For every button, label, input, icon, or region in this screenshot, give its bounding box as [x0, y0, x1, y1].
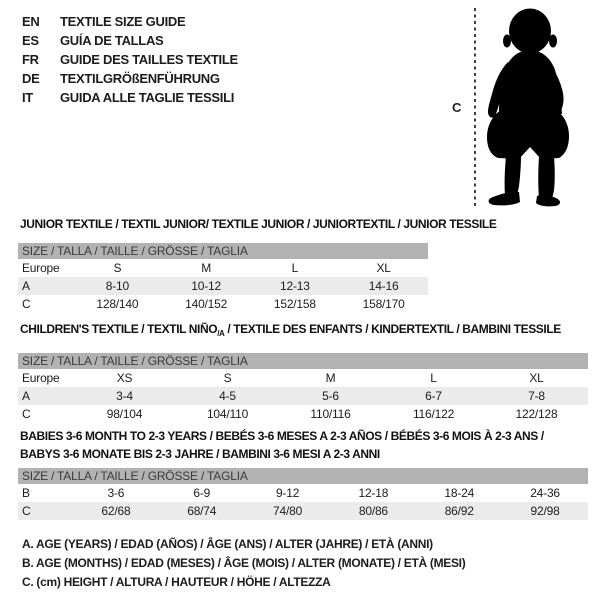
row-label: A [22, 389, 30, 403]
row-label: C [22, 297, 31, 311]
age-cell: 6-9 [193, 486, 211, 500]
row-label: A [22, 279, 30, 293]
title-sub-part: /A [217, 329, 225, 338]
size-cell: S [223, 371, 232, 385]
babies-table-title [20, 427, 544, 463]
lang-row-fr [22, 50, 238, 69]
size-cell: XL [529, 371, 544, 385]
age-cell: 10-12 [191, 279, 221, 293]
height-c-label: C [452, 100, 462, 115]
title-line-1: BABIES 3-6 MONTH TO 2-3 YEARS / BEBÉS 3-6 MESES A 2-3 AÑOS / BÉBÉS 3-6 MOIS À 2-3 ANS / [20, 429, 544, 443]
height-cell: 152/158 [273, 297, 316, 311]
height-cell: 62/68 [101, 504, 131, 518]
age-cell: 3-4 [116, 389, 133, 403]
title-part: / TEXTILE DES ENFANTS / KINDERTEXTIL / BAMBINI TESSILE [224, 322, 561, 336]
lang-code: FR [22, 52, 39, 67]
language-header [22, 12, 238, 107]
table-row-height [18, 405, 588, 423]
size-header-bar: SIZE / TALLA / TAILLE / GRÖSSE / TAGLIA [18, 468, 588, 484]
legend-line-a: A. AGE (YEARS) / EDAD (AÑOS) / ÂGE (ANS) / ALTER (JAHRE) / ETÀ (ANNI) [22, 537, 433, 551]
table-row-height [18, 502, 588, 520]
row-label: C [22, 504, 31, 518]
size-cell: XL [376, 261, 391, 275]
babies-size-table [18, 468, 588, 520]
age-cell: 12-18 [358, 486, 389, 500]
age-cell: 24-36 [530, 486, 560, 500]
legend [22, 537, 465, 594]
size-header-bar: SIZE / TALLA / TAILLE / GRÖSSE / TAGLIA [18, 243, 428, 259]
size-cell: M [201, 261, 212, 275]
height-cell: 158/170 [362, 297, 405, 311]
lang-code: DE [22, 71, 40, 86]
height-cell: 104/110 [206, 407, 249, 421]
height-cell: 110/116 [310, 407, 351, 421]
table-row-europe [18, 259, 428, 277]
age-cell: 6-7 [425, 389, 442, 403]
lang-row-en [22, 12, 238, 31]
lang-row-es [22, 31, 238, 50]
title-part: CHILDREN'S TEXTILE / TEXTIL NIÑO [20, 322, 218, 336]
size-header-bar: SIZE / TALLA / TAILLE / GRÖSSE / TAGLIA [18, 353, 588, 369]
age-cell: 3-6 [107, 486, 125, 500]
lang-row-it [22, 88, 238, 107]
junior-table-title: JUNIOR TEXTILE / TEXTIL JUNIOR/ TEXTILE JUNIOR / JUNIORTEXTIL / JUNIOR TESSILE [20, 217, 497, 231]
size-cell: L [430, 371, 437, 385]
height-cell: 116/122 [412, 407, 455, 421]
height-cell: 80/86 [358, 504, 388, 518]
lang-title: TEXTILGRÖßENFÜHRUNG [60, 71, 220, 86]
table-row-age [18, 387, 588, 405]
legend-line-b: B. AGE (MONTHS) / EDAD (MESES) / ÂGE (MOIS) / ALTER (MONATE) / ETÀ (MESI) [22, 556, 466, 570]
junior-size-table [18, 243, 428, 313]
size-cell: S [113, 261, 122, 275]
height-measure-dashed-line [474, 8, 476, 208]
age-cell: 4-5 [219, 389, 236, 403]
row-label: Europe [22, 371, 60, 385]
size-cell: M [325, 371, 336, 385]
children-table-title [20, 322, 561, 338]
children-size-table [18, 353, 588, 423]
lang-title: GUÍA DE TALLAS [60, 33, 164, 48]
lang-code: IT [22, 90, 33, 105]
size-cell: L [291, 261, 299, 275]
lang-title: GUIDE DES TAILLES TEXTILE [60, 52, 238, 67]
age-cell: 12-13 [280, 279, 310, 293]
legend-line-c: C. (cm) HEIGHT / ALTURA / HAUTEUR / HÖHE / ALTEZZA [22, 575, 331, 589]
height-cell: 68/74 [187, 504, 217, 518]
height-cell: 92/98 [530, 504, 560, 518]
row-label: B [22, 486, 30, 500]
lang-title: GUIDA ALLE TAGLIE TESSILI [60, 90, 235, 105]
table-row-height [18, 295, 428, 313]
height-cell: 128/140 [96, 297, 139, 311]
age-cell: 7-8 [528, 389, 545, 403]
age-cell: 14-16 [368, 279, 399, 293]
title-line-2: BABYS 3-6 MONATE BIS 2-3 JAHRE / BAMBINI 3-6 MESI A 2-3 ANNI [20, 447, 380, 461]
size-cell: XS [116, 371, 133, 385]
row-label: Europe [22, 261, 60, 275]
age-cell: 18-24 [444, 486, 475, 500]
height-cell: 98/104 [106, 407, 143, 421]
age-cell: 5-6 [322, 389, 339, 403]
lang-title: TEXTILE SIZE GUIDE [60, 14, 186, 29]
table-row-age [18, 277, 428, 295]
table-row-age-months [18, 484, 588, 502]
age-cell: 8-10 [105, 279, 129, 293]
age-cell: 9-12 [275, 486, 300, 500]
height-cell: 86/92 [444, 504, 474, 518]
toddler-silhouette-icon [478, 8, 578, 208]
height-cell: 122/128 [515, 407, 558, 421]
lang-code: ES [22, 33, 39, 48]
lang-row-de [22, 69, 238, 88]
row-label: C [22, 407, 31, 421]
lang-code: EN [22, 14, 40, 29]
table-row-europe [18, 369, 588, 387]
height-cell: 74/80 [273, 504, 303, 518]
height-cell: 140/152 [185, 297, 228, 311]
